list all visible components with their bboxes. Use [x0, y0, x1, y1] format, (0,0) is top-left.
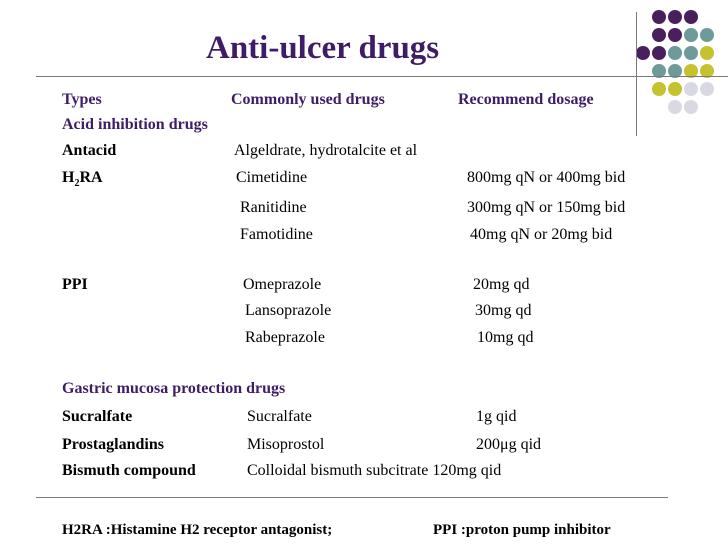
drug-cimetidine: Cimetidine — [236, 169, 308, 186]
dot-purple — [652, 28, 666, 42]
type-h2ra-rest: RA — [79, 169, 103, 186]
drug-colloidal-bismuth — [247, 462, 501, 480]
type-h2ra-sub: 2 — [74, 178, 80, 190]
type-prostaglandins: Prostaglandins — [62, 436, 164, 453]
section-gastric-protection: Gastric mucosa protection drugs — [62, 380, 286, 397]
dose-cimetidine: 800mg qN or 400mg bid — [467, 169, 626, 186]
dot-purple — [684, 10, 698, 24]
footnote-divider-line — [36, 497, 668, 498]
dose-misoprostol: 200μg qid — [476, 436, 542, 453]
dose-famotidine: 40mg qN or 20mg bid — [470, 226, 613, 243]
dot-lightgray — [668, 100, 682, 114]
type-h2ra-main: H — [62, 169, 75, 186]
drug-antacid: Algeldrate, hydrotalcite et al — [234, 142, 418, 159]
footnote-ppi: PPI :proton pump inhibitor — [433, 522, 611, 538]
dot-purple — [652, 10, 666, 24]
title-divider-line — [36, 76, 728, 77]
dose-ranitidine: 300mg qN or 150mg bid — [467, 199, 626, 216]
dot-teal — [668, 46, 682, 60]
footnote-h2ra: H2RA :Histamine H2 receptor antagonist; — [62, 522, 333, 538]
dot-purple — [636, 46, 650, 60]
type-h2ra — [62, 169, 103, 189]
header-dosage: Recommend dosage — [458, 91, 594, 108]
section-acid-inhibition: Acid inhibition drugs — [62, 116, 208, 133]
type-sucralfate: Sucralfate — [62, 408, 133, 425]
dose-colloidal-bismuth: 120mg qid — [432, 462, 502, 479]
vertical-divider-line — [636, 12, 637, 136]
dot-lightgray — [700, 82, 714, 96]
dose-rabeprazole: 10mg qd — [477, 329, 534, 346]
drug-sucralfate: Sucralfate — [247, 408, 312, 425]
drug-omeprazole: Omeprazole — [243, 276, 322, 293]
type-antacid: Antacid — [62, 142, 117, 159]
dot-purple — [652, 46, 666, 60]
dot-lightgray — [684, 82, 698, 96]
dot-purple — [668, 28, 682, 42]
dot-olive — [652, 82, 666, 96]
drug-misoprostol: Misoprostol — [247, 436, 325, 453]
dot-teal — [700, 28, 714, 42]
dot-purple — [668, 10, 682, 24]
drug-rabeprazole: Rabeprazole — [245, 329, 325, 346]
dot-teal — [684, 28, 698, 42]
drug-colloidal-bismuth-name: Colloidal bismuth subcitrate — [247, 462, 429, 479]
drug-ranitidine: Ranitidine — [240, 199, 307, 216]
dose-lansoprazole: 30mg qd — [475, 302, 532, 319]
dot-teal — [684, 46, 698, 60]
dose-sucralfate: 1g qid — [476, 408, 517, 425]
dot-lightgray — [684, 100, 698, 114]
type-ppi: PPI — [62, 276, 88, 293]
page-title: Anti-ulcer drugs — [206, 30, 440, 66]
type-bismuth-compound: Bismuth compound — [62, 462, 196, 479]
dot-olive — [668, 82, 682, 96]
header-drugs: Commonly used drugs — [231, 91, 385, 108]
dot-olive — [700, 46, 714, 60]
header-types: Types — [62, 91, 102, 108]
dose-omeprazole: 20mg qd — [473, 276, 530, 293]
drug-famotidine: Famotidine — [240, 226, 313, 243]
drug-lansoprazole: Lansoprazole — [245, 302, 332, 319]
